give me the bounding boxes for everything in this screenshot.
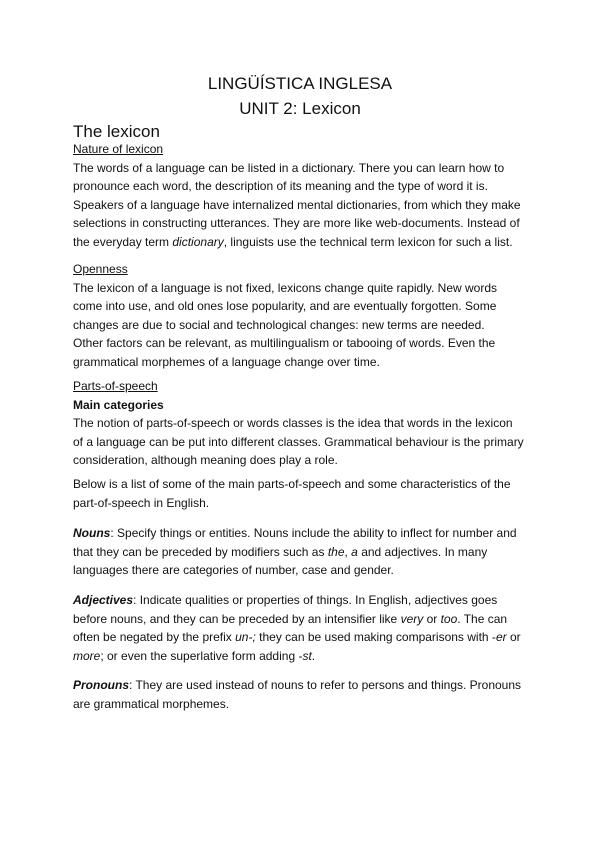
- paragraph-openness: [73, 260, 497, 372]
- paragraph-below: [73, 475, 511, 512]
- text-line: [73, 140, 521, 159]
- text-run: that they can be preceded by modifiers such as: [73, 544, 328, 559]
- text-run: part-of-speech in English.: [73, 495, 210, 510]
- text-line: [73, 591, 521, 610]
- text-run: often be negated by the prefix: [73, 630, 236, 645]
- document-title: LINGÜÍSTICA INGLESA: [207, 74, 393, 93]
- text-line: [73, 297, 497, 316]
- italic-text: very: [400, 611, 424, 626]
- text-line: [73, 676, 521, 695]
- text-run: , linguists use the technical term lexicon for such a list.: [223, 234, 513, 249]
- text-run: Speakers of a language have internalized mental dictionaries, from which they make: [73, 197, 521, 212]
- text-line: [73, 647, 521, 666]
- text-line: [73, 524, 517, 543]
- subheading: Nature of lexicon: [73, 142, 164, 156]
- text-line: [73, 377, 524, 396]
- text-line: [73, 260, 497, 279]
- bold-heading: Main categories: [73, 397, 164, 412]
- text-run: The words of a language can be listed in a dictionary. There you can learn how to: [73, 160, 505, 175]
- text-line: [73, 433, 524, 452]
- paragraph-adjectives: [73, 591, 521, 665]
- text-line: [73, 561, 517, 580]
- text-line: [73, 396, 524, 415]
- italic-text: er: [495, 630, 507, 645]
- text-run: the everyday term: [73, 234, 173, 249]
- text-line: [73, 610, 521, 629]
- text-run: : They are used instead of nouns to refer to persons and things. Pronouns: [129, 678, 522, 692]
- text-run: The notion of parts-of-speech or words classes is the idea that words in the lexicon: [73, 416, 513, 431]
- term-label: Adjectives: [73, 593, 134, 607]
- text-run: pronounce each word, the description of its meaning and the type of word it is.: [73, 179, 488, 194]
- term-label: Pronouns: [73, 678, 129, 692]
- italic-text: more: [73, 648, 101, 663]
- section-heading: The lexicon: [73, 122, 160, 141]
- document-subtitle: UNIT 2: Lexicon: [239, 99, 361, 118]
- text-line: [73, 159, 521, 178]
- text-line: [73, 494, 511, 513]
- text-line: [73, 214, 521, 233]
- text-run: changes are due to social and technological changes: new terms are needed.: [73, 317, 485, 332]
- text-line: [73, 316, 497, 335]
- text-run: ,: [344, 544, 352, 559]
- text-run: languages there are categories of number, case and gender.: [73, 563, 394, 578]
- text-line: [73, 334, 497, 353]
- italic-text: st: [302, 648, 312, 663]
- text-run: Other factors can be relevant, as multilingualism or tabooing of words. Even the: [73, 336, 496, 351]
- text-run: are grammatical morphemes.: [73, 696, 230, 711]
- text-run: . The can: [457, 611, 508, 626]
- text-line: [73, 279, 497, 298]
- text-line: [73, 196, 521, 215]
- italic-text: un-;: [235, 630, 256, 645]
- paragraph-parts: [73, 377, 524, 470]
- text-line: [73, 414, 524, 433]
- text-line: [73, 177, 521, 196]
- text-run: .: [311, 648, 316, 663]
- text-line: [73, 543, 517, 562]
- text-line: [73, 353, 497, 372]
- text-line: [73, 628, 521, 647]
- italic-text: the: [327, 544, 345, 559]
- text-run: : Specify things or entities. Nouns include the ability to inflect for number and: [110, 526, 517, 540]
- text-line: [73, 475, 511, 494]
- paragraph-nature: [73, 140, 521, 252]
- subheading: Parts-of-speech: [73, 379, 158, 393]
- text-run: and adjectives. In many: [357, 544, 488, 559]
- text-run: ; or even the superlative form adding -: [100, 648, 303, 663]
- text-line: [73, 695, 521, 714]
- italic-text: too: [440, 611, 458, 626]
- text-run: before nouns, and they can be preceded by an intensifier like: [73, 611, 401, 626]
- text-run: Below is a list of some of the main parts-of-speech and some characteristics of the: [73, 477, 511, 491]
- subheading: Openness: [73, 262, 128, 276]
- text-run: or: [506, 630, 521, 645]
- text-run: grammatical morphemes of a language change over time.: [73, 354, 380, 369]
- paragraph-pronouns: [73, 676, 521, 713]
- text-run: come into use, and old ones lose popularity, and are eventually forgotten. Some: [73, 299, 497, 314]
- italic-text: a: [351, 544, 358, 559]
- text-line: [73, 233, 521, 252]
- text-run: they can be used making comparisons with -: [255, 630, 496, 645]
- text-run: : Indicate qualities or properties of things. In English, adjectives goes: [133, 593, 498, 607]
- paragraph-nouns: [73, 524, 517, 580]
- italic-text: dictionary: [172, 234, 224, 249]
- text-run: selections in constructing utterances. They are more like web-documents. Instead of: [73, 216, 520, 231]
- text-run: The lexicon of a language is not fixed, lexicons change quite rapidly. New words: [73, 280, 498, 295]
- text-line: [73, 451, 524, 470]
- term-label: Nouns: [73, 526, 111, 540]
- text-run: of a language can be put into different classes. Grammatical behaviour is the primary: [73, 434, 524, 449]
- text-run: or: [423, 611, 441, 626]
- text-run: consideration, although meaning does play a role.: [73, 453, 338, 468]
